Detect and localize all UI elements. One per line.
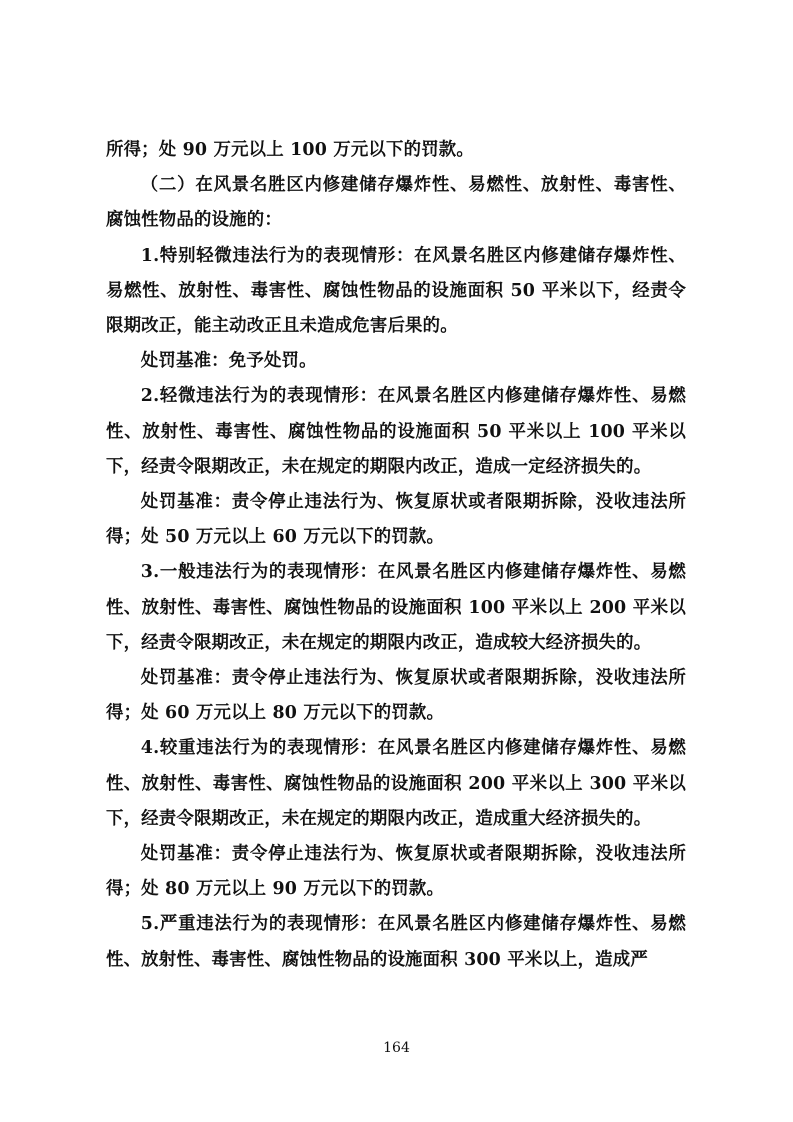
paragraph [106, 731, 686, 837]
penalty-criterion-paragraph [106, 837, 686, 907]
paragraph-text: 4.较重违法行为的表现情形：在风景名胜区内修建储存爆炸性、易燃性、放射性、毒害性、腐蚀性物品的设施面积 200 平米以上 300 平米以下，经责令限期改正，未在规定的期限内改正，造成重大经济损失的。 [106, 738, 686, 829]
penalty-criterion-label: 处罚基准： [140, 492, 232, 513]
paragraph-text: 5.严重违法行为的表现情形：在风景名胜区内修建储存爆炸性、易燃性、放射性、毒害性、腐蚀性物品的设施面积 300 平米以上，造成严 [106, 914, 686, 970]
paragraph [106, 379, 686, 485]
paragraph-text: 责令停止违法行为、恢复原状或者限期拆除，没收违法所得；处 50 万元以上 60 万元以下的罚款。 [106, 492, 686, 548]
page-body [106, 133, 686, 978]
paragraph-text: 所得；处 90 万元以上 100 万元以下的罚款。 [106, 140, 474, 160]
paragraph-text: 1.特别轻微违法行为的表现情形：在风景名胜区内修建储存爆炸性、易燃性、放射性、毒害性、腐蚀性物品的设施面积 50 平米以下，经责令限期改正，能主动改正且未造成危害后果的。 [106, 245, 686, 337]
paragraph [106, 907, 686, 977]
penalty-criterion-label: 处罚基准： [140, 668, 232, 689]
paragraph [106, 133, 686, 168]
penalty-criterion-paragraph [106, 661, 686, 731]
paragraph [106, 555, 686, 661]
paragraph [106, 168, 686, 238]
penalty-criterion-label: 处罚基准： [140, 351, 229, 372]
paragraph-text: 责令停止违法行为、恢复原状或者限期拆除，没收违法所得；处 80 万元以上 90 万元以下的罚款。 [106, 844, 686, 900]
penalty-criterion-paragraph [106, 344, 686, 379]
paragraph-text: 3.一般违法行为的表现情形：在风景名胜区内修建储存爆炸性、易燃性、放射性、毒害性、腐蚀性物品的设施面积 100 平米以上 200 平米以下，经责令限期改正，未在规定的期限内改正，造成较大经济损失的。 [106, 562, 686, 653]
paragraph-text: 2.轻微违法行为的表现情形：在风景名胜区内修建储存爆炸性、易燃性、放射性、毒害性、腐蚀性物品的设施面积 50 平米以上 100 平米以下，经责令限期改正，未在规定的期限内改正，造成一定经济损失的。 [106, 386, 686, 477]
paragraph-text: （二）在风景名胜区内修建储存爆炸性、易燃性、放射性、毒害性、腐蚀性物品的设施的： [106, 175, 686, 231]
page-number: 164 [383, 1040, 410, 1056]
penalty-criterion-label: 处罚基准： [140, 844, 232, 865]
paragraph-text: 免予处罚。 [228, 351, 317, 372]
paragraph-text: 责令停止违法行为、恢复原状或者限期拆除，没收违法所得；处 60 万元以上 80 万元以下的罚款。 [106, 668, 686, 724]
paragraph [106, 239, 686, 345]
penalty-criterion-paragraph [106, 485, 686, 555]
